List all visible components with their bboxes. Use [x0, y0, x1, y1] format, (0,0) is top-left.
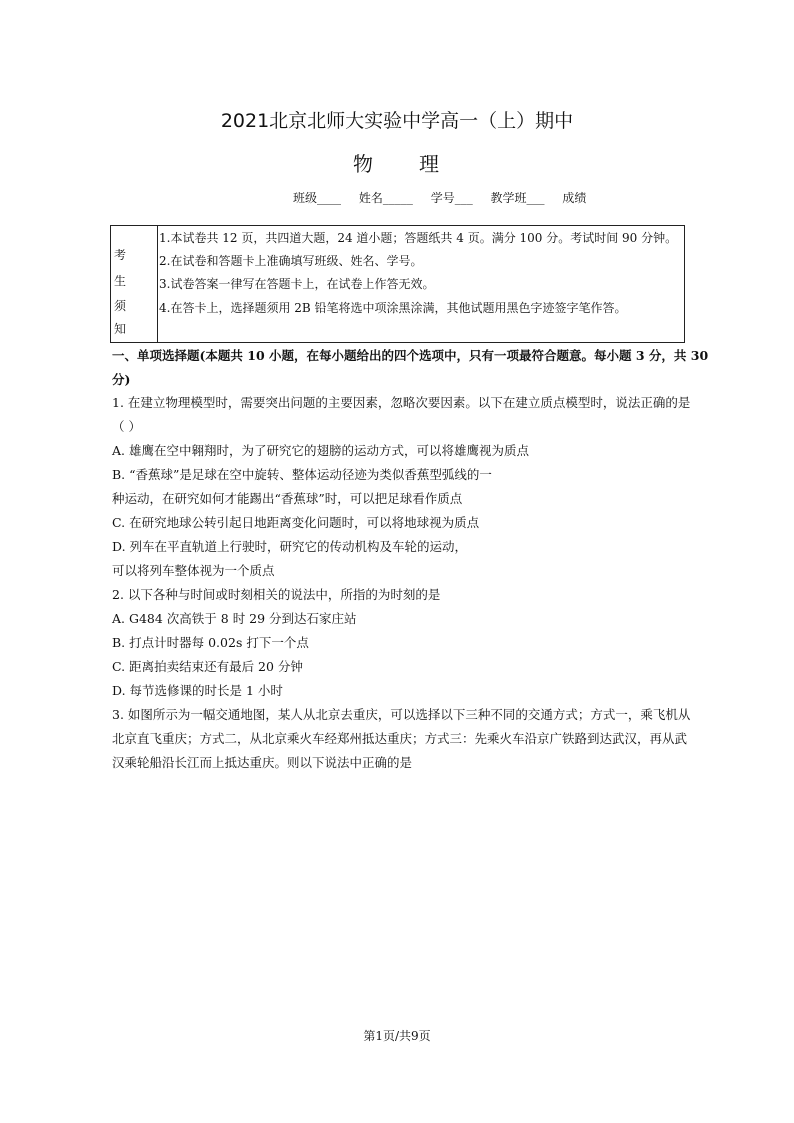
- notice-rule: 2.在试卷和答题卡上准确填写班级、姓名、学号。: [159, 254, 423, 268]
- q2-option-b: B. 打点计时器每 0.02s 打下一个点: [112, 635, 309, 650]
- student-id-field: 学号___: [430, 191, 473, 205]
- q2-option-a: A. G484 次高铁于 8 时 29 分到达石家庄站: [112, 611, 357, 626]
- teaching-class-field: 教学班___: [490, 191, 545, 205]
- q2-stem: 2. 以下各种与时间或时刻相关的说法中，所指的为时刻的是: [112, 587, 441, 602]
- q1-option-c: C. 在研究地球公转引起日地距离变化问题时，可以将地球视为质点: [112, 515, 480, 530]
- q1-stem-cont: （ ）: [112, 419, 141, 434]
- student-info-line: [293, 189, 600, 206]
- subject-heading: [0, 148, 794, 177]
- q1-option-a: A. 雄鹰在空中翱翔时，为了研究它的翅膀的运动方式，可以将雄鹰视为质点: [112, 443, 529, 458]
- q1-option-b: B. “香蕉球”是足球在空中旋转、整体运动径迹为类似香蕉型弧线的一: [112, 467, 492, 482]
- exam-notice-box: [110, 225, 685, 343]
- notice-side-char: 知: [114, 322, 127, 336]
- notice-side-label: [111, 226, 158, 342]
- page-title: 2021北京北师大实验中学高一（上）期中: [220, 110, 574, 132]
- subject-char-1: 物: [353, 152, 375, 176]
- q2-option-c: C. 距离拍卖结束还有最后 20 分钟: [112, 659, 303, 674]
- notice-rule: 4.在答卡上，选择题须用 2B 铅笔将选中项涂黑涂满，其他试题用黑色字迹签字笔作答。: [159, 301, 627, 315]
- q3-stem-cont: 北京直飞重庆；方式二，从北京乘火车经郑州抵达重庆；方式三：先乘火车沿京广铁路到达武汉，再从武: [112, 731, 688, 746]
- subject-char-2: 理: [419, 152, 441, 176]
- q3-stem-cont2: 汉乘轮船沿长江而上抵达重庆。则以下说法中正确的是: [112, 755, 413, 770]
- q2-option-d: D. 每节选修课的时长是 1 小时: [112, 683, 283, 698]
- q1-stem: 1. 在建立物理模型时，需要突出问题的主要因素，忽略次要因素。以下在建立质点模型时，说法正确的是: [112, 395, 691, 410]
- score-field: 成绩: [562, 191, 587, 205]
- name-field: 姓名_____: [358, 191, 413, 205]
- notice-rule: 3.试卷答案一律写在答题卡上，在试卷上作答无效。: [159, 277, 435, 291]
- q3-stem: 3. 如图所示为一幅交通地图，某人从北京去重庆，可以选择以下三种不同的交通方式；方式一，乘飞机从: [112, 707, 691, 722]
- notice-side-char: 考: [114, 248, 127, 262]
- page-footer: 第1页/共9页: [363, 1029, 431, 1043]
- notice-side-char: 生: [114, 274, 127, 288]
- q1-option-d: D. 列车在平直轨道上行驶时，研究它的传动机构及车轮的运动，: [112, 539, 468, 554]
- section-heading-cont: 分): [112, 372, 131, 387]
- q1-option-d-cont: 可以将列车整体视为一个质点: [112, 563, 275, 578]
- class-field: 班级____: [293, 191, 342, 205]
- section-heading: 一、单项选择题(本题共 10 小题，在每小题给出的四个选项中，只有一项最符合题意。每小题 3 分，共 30: [112, 348, 709, 363]
- notice-side-char: 须: [114, 299, 127, 313]
- q1-option-b-cont: 种运动，在研究如何才能踢出“香蕉球”时，可以把足球看作质点: [112, 491, 463, 506]
- notice-rule: 1.本试卷共 12 页，共四道大题，24 道小题；答题纸共 4 页。满分 100 分。考试时间 90 分钟。: [159, 231, 678, 245]
